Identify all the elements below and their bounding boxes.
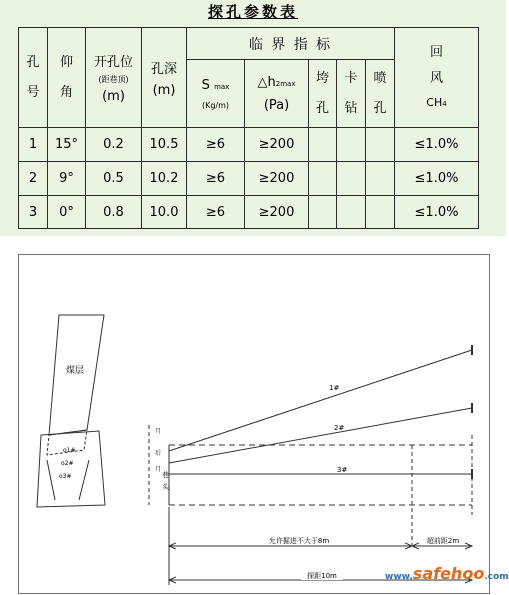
hole-1-label: 1# [329,384,340,392]
header-delta-h: △h2max (Pa) [245,60,309,128]
roadway-outline [149,425,472,545]
header-angle: 仰 角 [48,28,86,128]
watermark-logo: www.safehoo.com [385,564,509,583]
table-row: 2 9° 0.5 10.2 ≥6 ≥200 ≤1.0% [19,162,479,196]
side-mark: 月 [155,428,162,435]
header-position: 开孔位 (距巷顶) (m) [86,28,142,128]
header-hole-no: 孔 号 [19,28,48,128]
header-stuck: 卡 钻 [337,60,366,128]
coal-seam-label: 煤层 [65,366,85,376]
face-label: 巷 [162,471,169,479]
hole-mark: o3# [59,473,72,480]
drilling-diagram [18,254,490,594]
table-row: 3 0° 0.8 10.0 ≥6 ≥200 ≤1.0% [19,196,479,229]
header-return-wind: 回 风 CH4 [395,28,479,128]
table-title: 探孔参数表 [207,3,298,21]
side-mark: 月 [155,466,162,473]
header-critical: 临 界 指 标 [187,28,395,60]
header-spray: 喷 孔 [366,60,395,128]
parameter-table-section [0,0,506,236]
table-row: 1 15° 0.2 10.5 ≥6 ≥200 ≤1.0% [19,128,479,162]
allowed-advance-label: 允许掘进不大于8m [268,537,330,545]
hole-mark: o1# [63,447,76,454]
side-mark: 后 [155,450,162,457]
boreholes [169,345,472,479]
header-s-max: S max (Kg/m) [187,60,245,128]
header-collapse: 垮 孔 [309,60,337,128]
header-depth: 孔深 (m) [142,28,187,128]
face-label: 头 [162,483,169,491]
hole-2-label: 2# [334,424,345,432]
hole-mark: o2# [61,460,74,467]
hole-3-label: 3# [337,466,348,474]
probe-distance-label: 探距10m [307,572,337,580]
advance-distance-label: 超前距2m [426,537,460,545]
parameter-table [18,27,479,229]
